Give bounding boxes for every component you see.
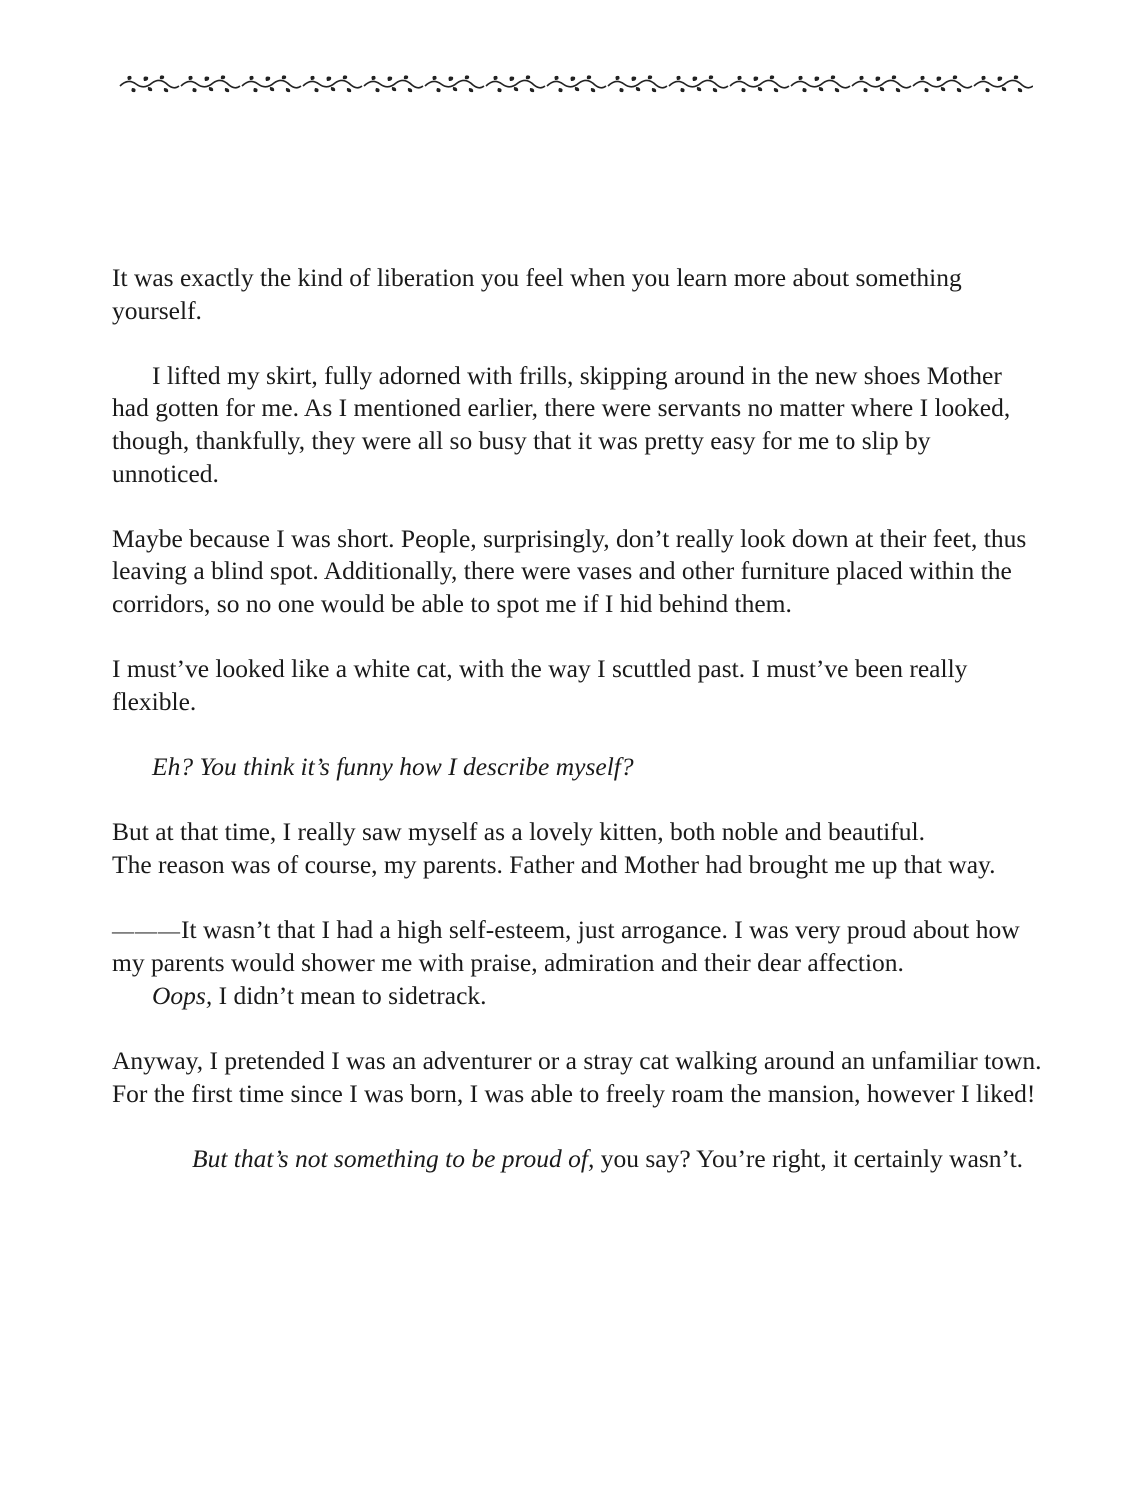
paragraph: Maybe because I was short. People, surprisingly, don’t really look down at their feet, thus leaving a blind spot. Additionally, there were vases and other furniture placed within the corridors, so no one would be able to spot me if I hid behind them. bbox=[112, 523, 1027, 618]
paragraph: I lifted my skirt, fully adorned with frills, skipping around in the new shoes Mother had gotten for me. As I mentioned earlier, there were servants no matter where I looked, though, thankfully, they were all so busy that it was pretty easy for me to slip by unnoticed. bbox=[112, 360, 1011, 488]
paragraph: Anyway, I pretended I was an adventurer or a stray cat walking around an unfamiliar town. For the first time since I was born, I was able to freely roam the mansion, however I liked! bbox=[112, 1046, 1042, 1108]
paragraph: But at that time, I really saw myself as a lovely kitten, both noble and beautiful. bbox=[112, 817, 925, 847]
paragraph: I must’ve looked like a white cat, with the way I scuttled past. I must’ve been really flexible. bbox=[112, 654, 968, 716]
italic-text: Oops, bbox=[152, 981, 213, 1011]
paragraph: It was exactly the kind of liberation you feel when you learn more about something yourself. bbox=[112, 263, 962, 325]
em-dash-rule: ——— bbox=[112, 917, 181, 943]
italic-text: But that’s not something to be proud of, bbox=[192, 1144, 595, 1174]
paragraph bbox=[112, 1143, 1042, 1176]
vine-border-icon bbox=[118, 74, 1033, 94]
paragraph-text: I didn’t mean to sidetrack. bbox=[212, 981, 487, 1011]
paragraph bbox=[112, 914, 1042, 980]
paragraph bbox=[112, 980, 1042, 1013]
paragraph-italic bbox=[112, 751, 1042, 784]
page-body bbox=[112, 262, 1042, 1176]
paragraph-text: It wasn’t that I had a high self-esteem, just arrogance. I was very proud about how my parents would shower me with praise, admiration and their dear affection. bbox=[112, 914, 1020, 978]
paragraph-text: you say? You’re right, it certainly wasn’t. bbox=[594, 1144, 1024, 1174]
paragraph: The reason was of course, my parents. Father and Mother had brought me up that way. bbox=[112, 849, 996, 879]
italic-text: Eh? You think it’s funny how I describe myself? bbox=[152, 751, 634, 781]
